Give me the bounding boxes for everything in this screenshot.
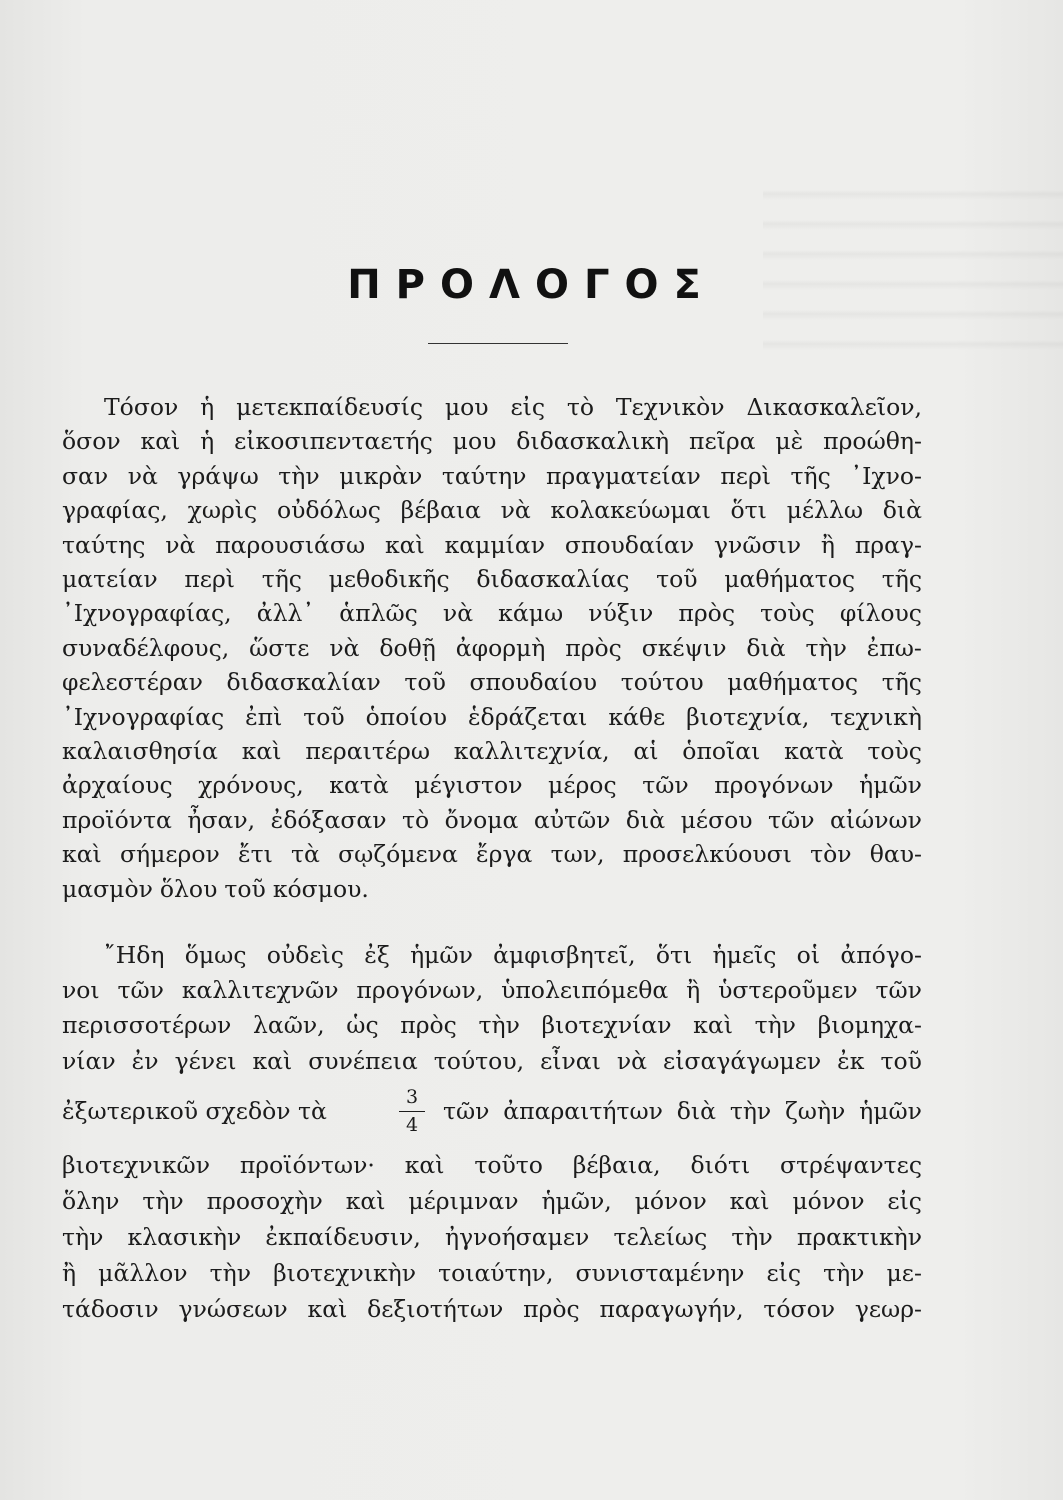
fraction-denominator: 4: [405, 1114, 419, 1136]
text-line: καλαισθησία καὶ περαιτέρω καλλιτεχνία, αἱ ὁποῖαι κατὰ τοὺς: [62, 737, 922, 765]
text-line: ἢ μᾶλλον τὴν βιοτεχνικὴν τοιαύτην, συνισταμένην εἰς τὴν με-: [62, 1259, 922, 1287]
text-line: ὅλην τὴν προσοχὴν καὶ μέριμναν ἡμῶν, μόνον καὶ μόνον εἰς: [62, 1187, 922, 1215]
text-line: νοι τῶν καλλιτεχνῶν προγόνων, ὑπολειπόμεθα ἢ ὑστεροῦμεν τῶν: [62, 976, 922, 1005]
text-line: ᾿Ιχνογραφίας, ἀλλ᾿ ἁπλῶς νὰ κάμω νύξιν πρὸς τοὺς φίλους: [62, 599, 922, 628]
text-line: Τόσον ἡ μετεκπαίδευσίς μου εἰς τὸ Τεχνικὸν Δικασκαλεῖον,: [104, 393, 922, 421]
fraction-line: [62, 1087, 922, 1147]
fraction-bar: [399, 1111, 425, 1112]
text-line: γραφίας, χωρὶς οὐδόλως βέβαια νὰ κολακεύωμαι ὅτι μέλλω διὰ: [62, 496, 922, 525]
fraction-line-before: ἐξωτερικοῦ σχεδὸν τὰ: [62, 1097, 327, 1125]
page-title: ΠΡΟΛΟΓΟΣ: [347, 262, 716, 308]
text-line: προϊόντα ἦσαν, ἐδόξασαν τὸ ὄνομα αὐτῶν διὰ μέσου τῶν αἰώνων: [62, 805, 922, 834]
text-line: ταύτης νὰ παρουσιάσω καὶ καμμίαν σπουδαίαν γνῶσιν ἢ πραγ-: [62, 530, 922, 559]
text-line: τάδοσιν γνώσεων καὶ δεξιοτήτων πρὸς παραγωγήν, τόσον γεωρ-: [62, 1295, 922, 1323]
text-line: συναδέλφους, ὥστε νὰ δοθῇ ἀφορμὴ πρὸς σκέψιν διὰ τὴν ἐπω-: [62, 633, 922, 662]
text-line: βιοτεχνικῶν προϊόντων· καὶ τοῦτο βέβαια, διότι στρέψαντες: [62, 1151, 922, 1179]
text-line: περισσοτέρων λαῶν, ὡς πρὸς τὴν βιοτεχνίαν καὶ τὴν βιομηχα-: [62, 1011, 922, 1040]
fraction-three-quarters: [395, 1087, 429, 1135]
fraction-numerator: 3: [405, 1086, 419, 1108]
fraction-line-after: τῶν ἀπαραιτήτων διὰ τὴν ζωὴν ἡμῶν: [443, 1097, 922, 1125]
text-line: καὶ σήμερον ἔτι τὰ σῳζόμενα ἔργα των, προσελκύουσι τὸν θαυ-: [62, 840, 922, 869]
title-rule: [428, 343, 568, 344]
text-line: φελεστέραν διδασκαλίαν τοῦ σπουδαίου τούτου μαθήματος τῆς: [62, 668, 922, 697]
text-line: νίαν ἐν γένει καὶ συνέπεια τούτου, εἶναι νὰ εἰσαγάγωμεν ἐκ τοῦ: [62, 1046, 922, 1075]
text-line: μασμὸν ὅλου τοῦ κόσμου.: [62, 874, 369, 903]
text-line: ᾿Ιχνογραφίας ἐπὶ τοῦ ὁποίου ἑδράζεται κάθε βιοτεχνία, τεχνικὴ: [62, 702, 922, 731]
text-line: σαν νὰ γράψω τὴν μικρὰν ταύτην πραγματείαν περὶ τῆς ᾿Ιχνο-: [62, 461, 922, 490]
text-line: ὅσον καὶ ἡ εἰκοσιπενταετής μου διδασκαλικὴ πεῖρα μὲ προώθη-: [62, 427, 922, 456]
text-line: τὴν κλασικὴν ἐκπαίδευσιν, ἠγνοήσαμεν τελείως τὴν πρακτικὴν: [62, 1223, 922, 1251]
text-line: ματείαν περὶ τῆς μεθοδικῆς διδασκαλίας τοῦ μαθήματος τῆς: [62, 565, 922, 593]
text-line: ἀρχαίους χρόνους, κατὰ μέγιστον μέρος τῶν προγόνων ἡμῶν: [62, 771, 922, 800]
text-line: ῎Ηδη ὅμως οὐδεὶς ἐξ ἡμῶν ἀμφισβητεῖ, ὅτι ἡμεῖς οἱ ἀπόγο-: [104, 941, 922, 969]
